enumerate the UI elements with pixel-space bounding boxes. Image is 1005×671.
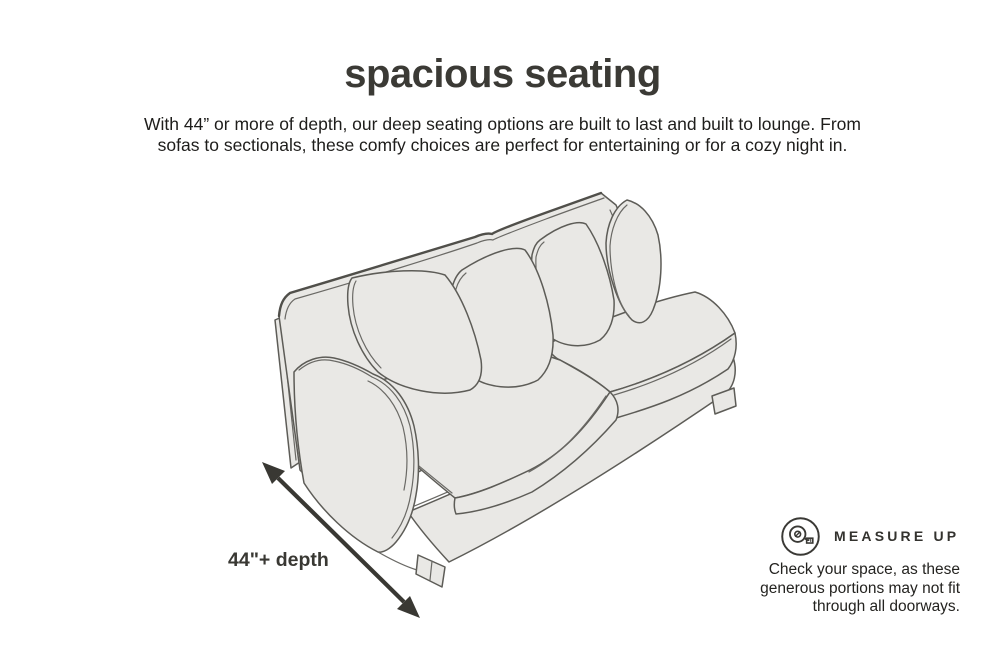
measure-up-header (745, 514, 960, 558)
measure-up-section (745, 514, 960, 617)
page-title: spacious seating (344, 52, 661, 96)
measure-up-note-line: generous portions may not fit (760, 579, 960, 597)
depth-dimension-label: 44"+ depth (228, 549, 329, 571)
description-line: With 44” or more of depth, our deep seating options are built to last and built to lounge. From (144, 114, 861, 134)
tape-measure-icon (780, 516, 821, 557)
measure-up-note (745, 561, 960, 617)
measure-up-note-line: Check your space, as these (768, 561, 960, 578)
description-line: sofas to sectionals, these comfy choices are perfect for entertaining or for a cozy night in. (157, 134, 848, 155)
measure-up-heading: MEASURE UP (834, 528, 960, 544)
measure-up-note-line: through all doorways. (812, 598, 960, 615)
